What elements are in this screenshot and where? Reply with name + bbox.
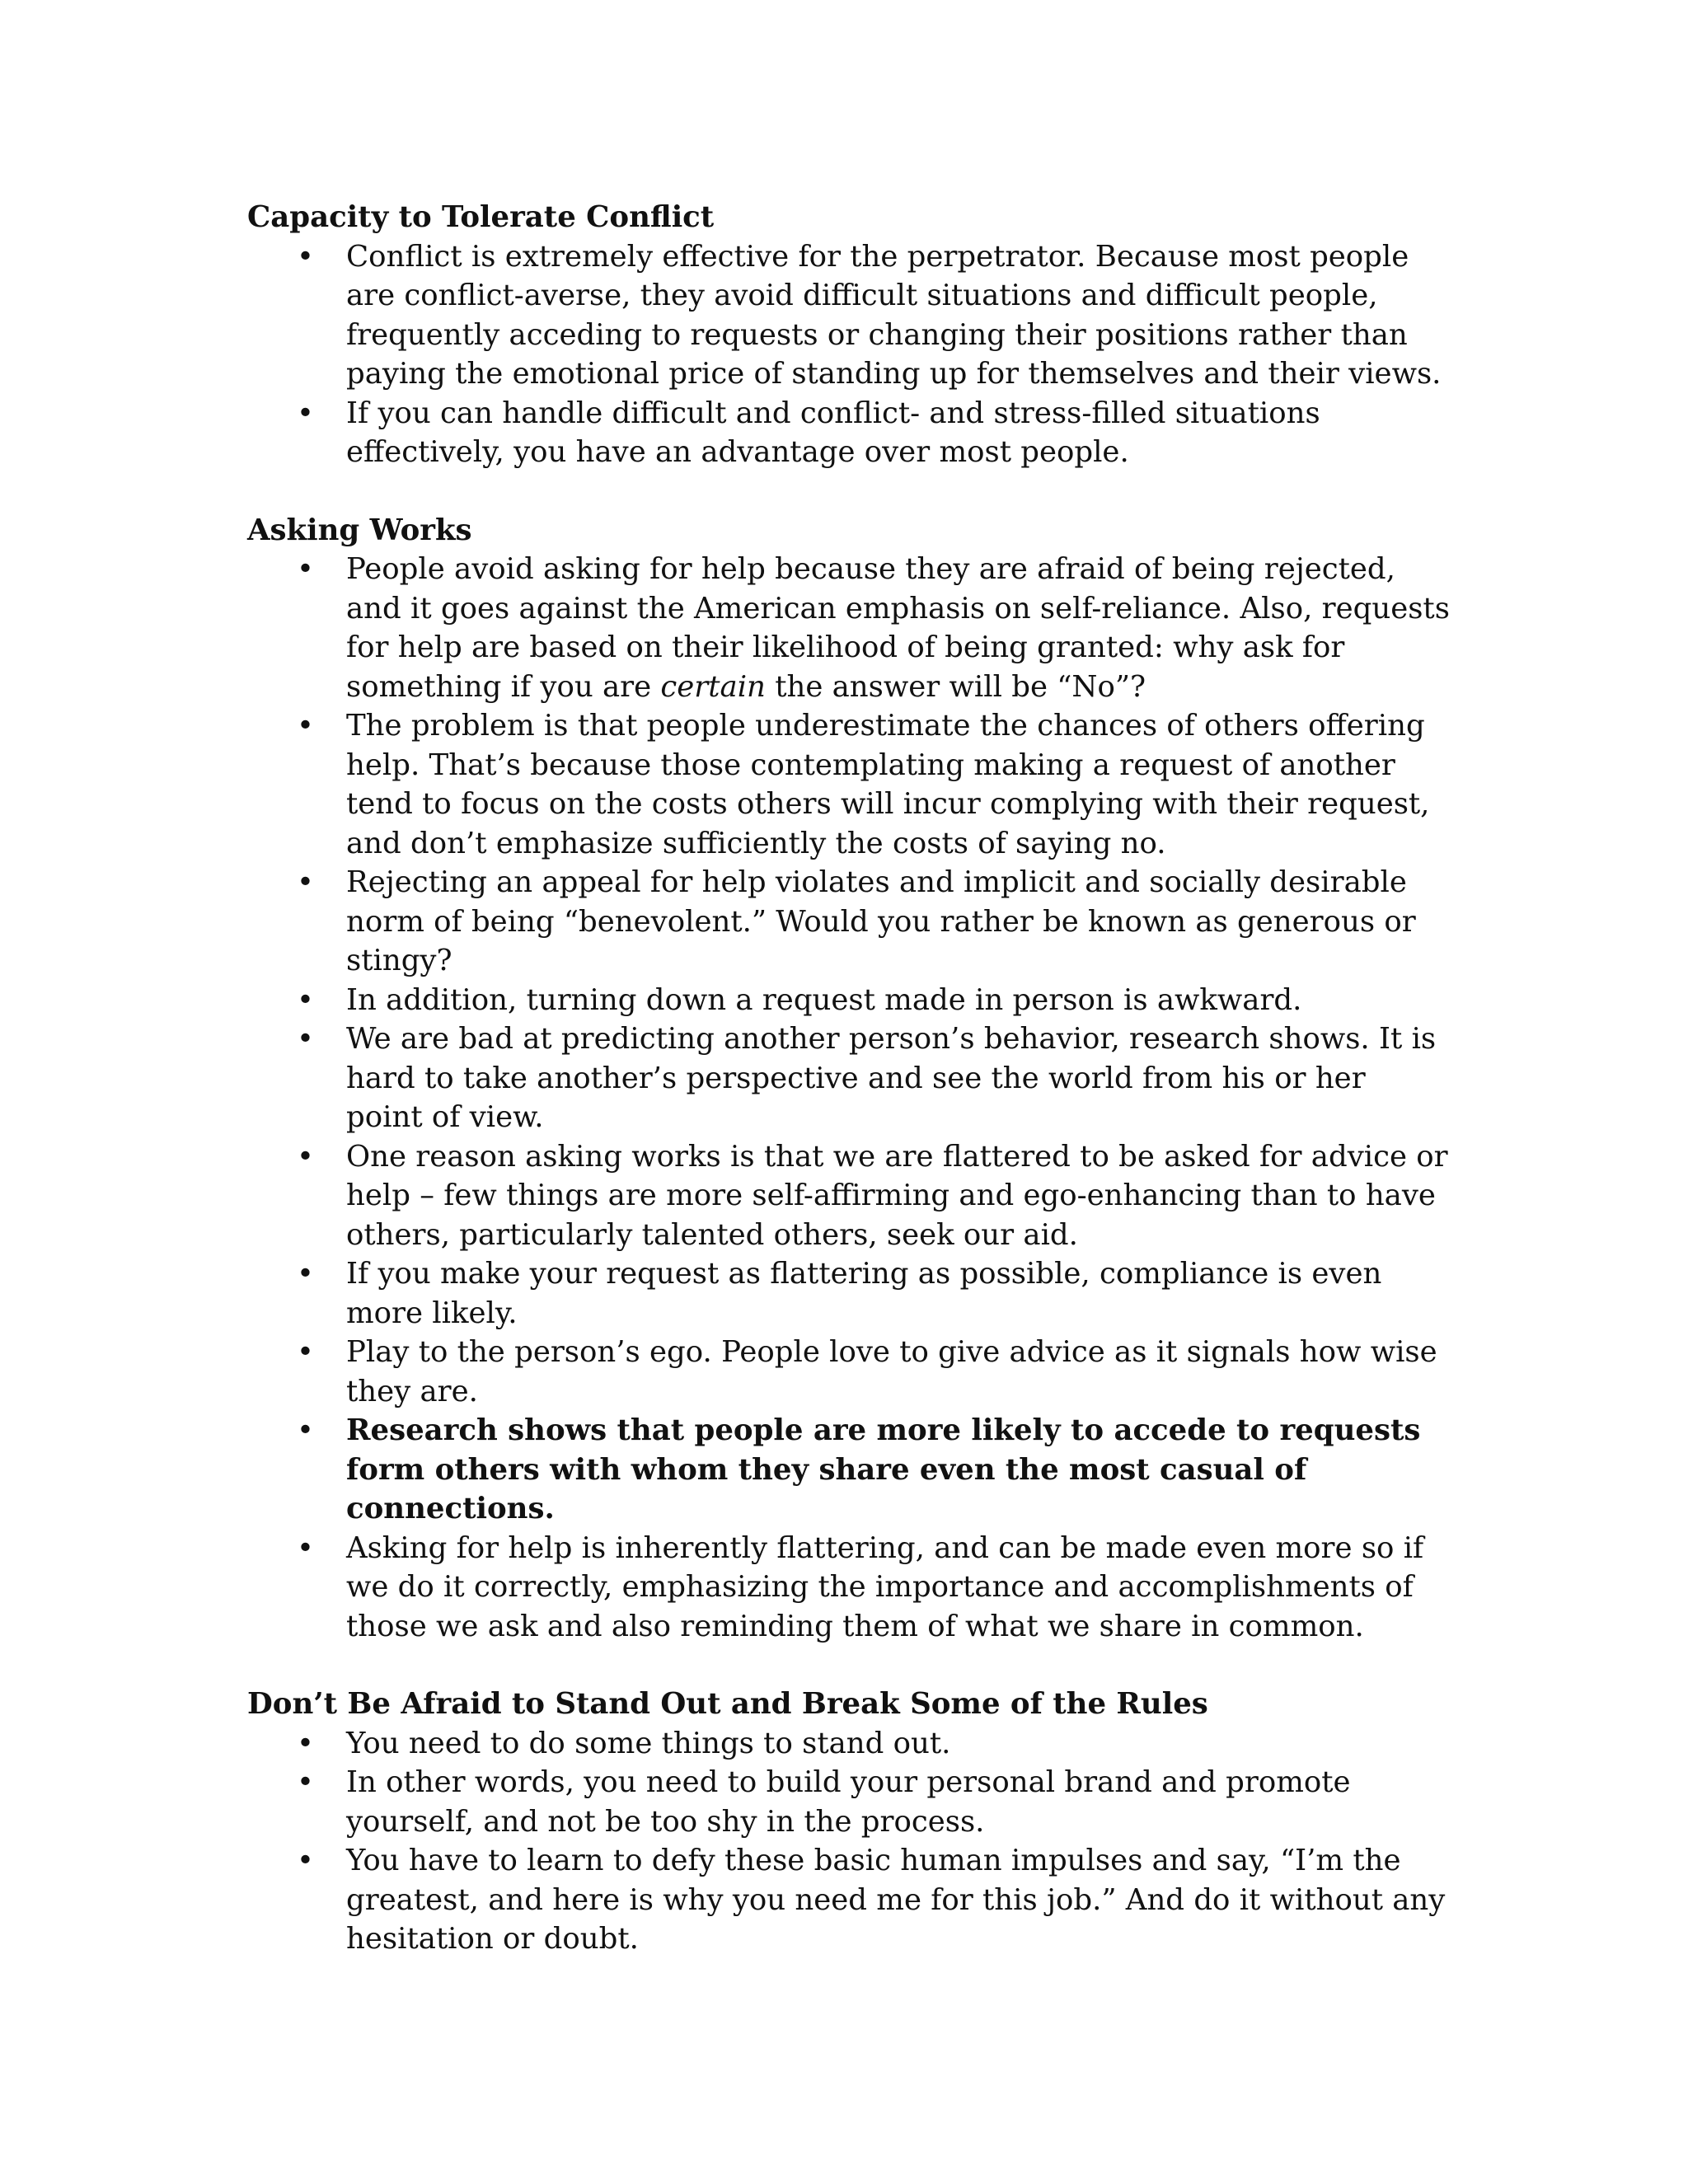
text-run: the answer will be “No”? — [765, 669, 1146, 704]
list-item — [247, 1254, 1451, 1333]
list-item-text: You need to do some things to stand out. — [346, 1726, 951, 1760]
list-item — [247, 1137, 1451, 1255]
list-item-text: Asking for help is inherently flattering, and can be made even more so if we do it correctly, emphasizing the importance and accomplishments of those we ask and also reminding them of what we share in common. — [346, 1530, 1424, 1643]
bullet-icon: • — [297, 709, 314, 743]
bullet-list — [247, 237, 1451, 472]
list-item — [247, 237, 1451, 394]
list-item-text: Play to the person’s ego. People love to give advice as it signals how wise they are. — [346, 1335, 1437, 1408]
bullet-icon: • — [297, 1530, 314, 1565]
bullet-list — [247, 1724, 1451, 1959]
list-item — [247, 1841, 1451, 1959]
list-item — [247, 981, 1451, 1020]
list-item-text: In addition, turning down a request made in person is awkward. — [346, 982, 1302, 1017]
list-item — [247, 394, 1451, 472]
list-item — [247, 1411, 1451, 1529]
bullet-icon: • — [297, 1844, 314, 1877]
section-asking-works — [247, 511, 1451, 1647]
bullet-icon: • — [297, 1765, 314, 1799]
bullet-icon: • — [297, 982, 314, 1017]
list-item-text: We are bad at predicting another person’s behavior, research shows. It is hard to take another’s perspective and see the world from his or her point of view. — [346, 1022, 1437, 1134]
bullet-icon: • — [297, 1139, 314, 1174]
list-item — [247, 1333, 1451, 1411]
bullet-icon: • — [297, 1022, 314, 1056]
bullet-icon: • — [297, 239, 314, 274]
section-dont-be-afraid-to-stand-out — [247, 1685, 1451, 1959]
bullet-icon: • — [297, 1335, 314, 1369]
list-item-text: If you can handle difficult and conflict- and stress-filled situations effectively, you have an advantage over most people. — [346, 396, 1320, 469]
list-item-text: Conflict is extremely effective for the perpetrator. Because most people are conflict-averse, they avoid difficult situations and difficult people, frequently acceding to requests or changing their positions rather than paying the emotional price of standing up for themselves and their views. — [346, 239, 1442, 391]
text-run: People avoid asking for help because they are afraid of being rejected, and it goes against the American emphasis on self-reliance. Also, requests for help are based on their likelihood of being granted: why ask for something if you are — [346, 552, 1450, 704]
list-item — [247, 550, 1451, 706]
bullet-icon: • — [297, 552, 314, 586]
list-item — [247, 1724, 1451, 1764]
list-item — [247, 1019, 1451, 1137]
section-heading: Capacity to Tolerate Conflict — [247, 200, 715, 234]
section-capacity-to-tolerate-conflict — [247, 198, 1451, 472]
list-item-text: One reason asking works is that we are flattered to be asked for advice or help – few things are more self-affirming and ego-enhancing than to have others, particularly talented others, seek our aid. — [346, 1139, 1448, 1252]
section-heading: Don’t Be Afraid to Stand Out and Break Some of the Rules — [247, 1687, 1208, 1721]
list-item-text: Rejecting an appeal for help violates and implicit and socially desirable norm of being “benevolent.” Would you rather be known as generous or stingy? — [346, 865, 1416, 977]
list-item — [247, 1763, 1451, 1841]
section-heading: Asking Works — [247, 513, 472, 547]
list-item-text — [346, 552, 1450, 704]
list-item-text: You have to learn to defy these basic human impulses and say, “I’m the greatest, and here is why you need me for this job.” And do it without any hesitation or doubt. — [346, 1844, 1446, 1956]
list-item — [247, 706, 1451, 863]
list-item-text: The problem is that people underestimate the chances of others offering help. That’s because those contemplating making a request of another tend to focus on the costs others will incur complying with their request, and don’t emphasize sufficiently the costs of saying no. — [346, 709, 1430, 860]
bullet-icon: • — [297, 1257, 314, 1291]
document-page — [247, 198, 1451, 1959]
bullet-icon: • — [297, 1726, 314, 1760]
emphasis-text: certain — [660, 669, 766, 704]
list-item — [247, 1529, 1451, 1647]
bullet-icon: • — [297, 865, 314, 899]
bullet-icon: • — [297, 396, 314, 430]
list-item-text: In other words, you need to build your personal brand and promote yourself, and not be too shy in the process. — [346, 1765, 1351, 1839]
list-item-text: Research shows that people are more likely to accede to requests form others with whom they share even the most casual of connections. — [346, 1413, 1421, 1526]
list-item-text: If you make your request as flattering as possible, compliance is even more likely. — [346, 1257, 1382, 1330]
list-item — [247, 863, 1451, 981]
bullet-icon: • — [297, 1413, 314, 1447]
bullet-list — [247, 550, 1451, 1646]
